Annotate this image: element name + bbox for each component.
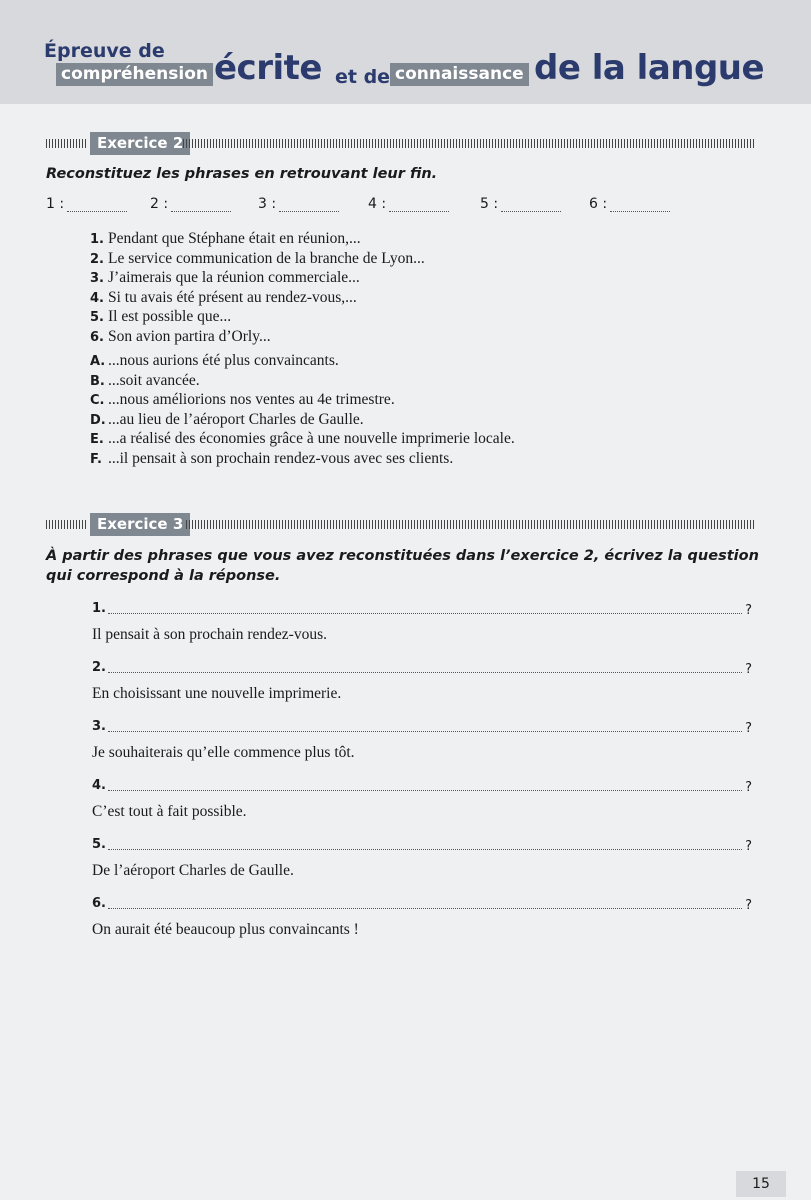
list-item: 5. Il est possible que...	[90, 308, 232, 325]
list-item: F. ...il pensait à son prochain rendez-vous avec ses clients.	[90, 449, 454, 467]
title-line1: Épreuve de	[44, 40, 165, 62]
answer-text: Je souhaiterais qu’elle commence plus tôt.	[92, 744, 355, 761]
list-item: C. ...nous améliorions nos ventes au 4e trimestre.	[90, 391, 395, 408]
hatch-left	[46, 139, 86, 148]
answer-slot[interactable]: 5 :	[480, 196, 561, 212]
list-item: 6. Son avion partira d’Orly...	[90, 327, 271, 345]
title-ecrite: écrite	[214, 48, 322, 88]
answer-text: Il pensait à son prochain rendez-vous.	[92, 626, 328, 643]
exercise2-label: Exercice 2	[90, 132, 190, 155]
question-item	[92, 832, 752, 891]
exercise3-label: Exercice 3	[90, 513, 190, 536]
question-line[interactable]: 4. ?	[92, 778, 752, 795]
question-item	[92, 655, 752, 714]
answer-text: On aurait été beaucoup plus convaincants !	[92, 921, 359, 938]
exercise3-instruction-line1: À partir des phrases que vous avez reconstituées dans l’exercice 2, écrivez la question	[46, 548, 759, 564]
question-item	[92, 596, 752, 655]
list-item: 2. Le service communication de la branche de Lyon...	[90, 249, 425, 267]
exercise2-bar	[46, 132, 756, 154]
question-line[interactable]: 3. ?	[92, 719, 752, 736]
list-item: A. ...nous aurions été plus convaincants.	[90, 352, 339, 369]
title-de-la-langue: de la langue	[534, 48, 765, 88]
exercise3-instruction-line2: qui correspond à la réponse.	[46, 568, 281, 584]
sentence-starts-list	[90, 229, 425, 346]
question-line[interactable]: 6. ?	[92, 896, 752, 913]
list-item: E. ...a réalisé des économies grâce à une nouvelle imprimerie locale.	[90, 430, 515, 447]
title-et-de: et de	[335, 66, 391, 88]
answer-text: C’est tout à fait possible.	[92, 803, 247, 820]
hatch-right	[186, 520, 756, 529]
exercise2-instruction: Reconstituez les phrases en retrouvant leur fin.	[46, 166, 438, 182]
question-item	[92, 714, 752, 773]
exercise3-bar	[46, 513, 756, 535]
answer-slot[interactable]: 4 :	[368, 196, 449, 212]
answer-slot[interactable]: 1 :	[46, 196, 127, 212]
answer-text: De l’aéroport Charles de Gaulle.	[92, 862, 294, 879]
list-item: 3. J’aimerais que la réunion commerciale...	[90, 269, 360, 286]
question-line[interactable]: 5. ?	[92, 837, 752, 854]
list-item: 1. Pendant que Stéphane était en réunion,...	[90, 230, 361, 247]
title-comprehension: compréhension	[56, 63, 213, 86]
list-item: B. ...soit avancée.	[90, 371, 200, 389]
answer-slot[interactable]: 6 :	[589, 196, 670, 212]
answer-slot[interactable]: 2 :	[150, 196, 231, 212]
list-item: 4. Si tu avais été présent au rendez-vous,...	[90, 288, 357, 306]
question-item	[92, 773, 752, 832]
answer-slot[interactable]: 3 :	[258, 196, 339, 212]
list-item: D. ...au lieu de l’aéroport Charles de Gaulle.	[90, 410, 364, 428]
sentence-endings-list	[90, 351, 515, 468]
hatch-right	[183, 139, 756, 148]
answer-text: En choisissant une nouvelle imprimerie.	[92, 685, 342, 702]
title-connaissance: connaissance	[390, 63, 529, 86]
answer-row	[46, 196, 746, 216]
page-number: 15	[736, 1171, 786, 1197]
question-line[interactable]: 2. ?	[92, 660, 752, 677]
question-item	[92, 891, 752, 950]
question-line[interactable]: 1. ?	[92, 601, 752, 618]
exercise3-questions	[92, 596, 752, 950]
hatch-left	[46, 520, 86, 529]
